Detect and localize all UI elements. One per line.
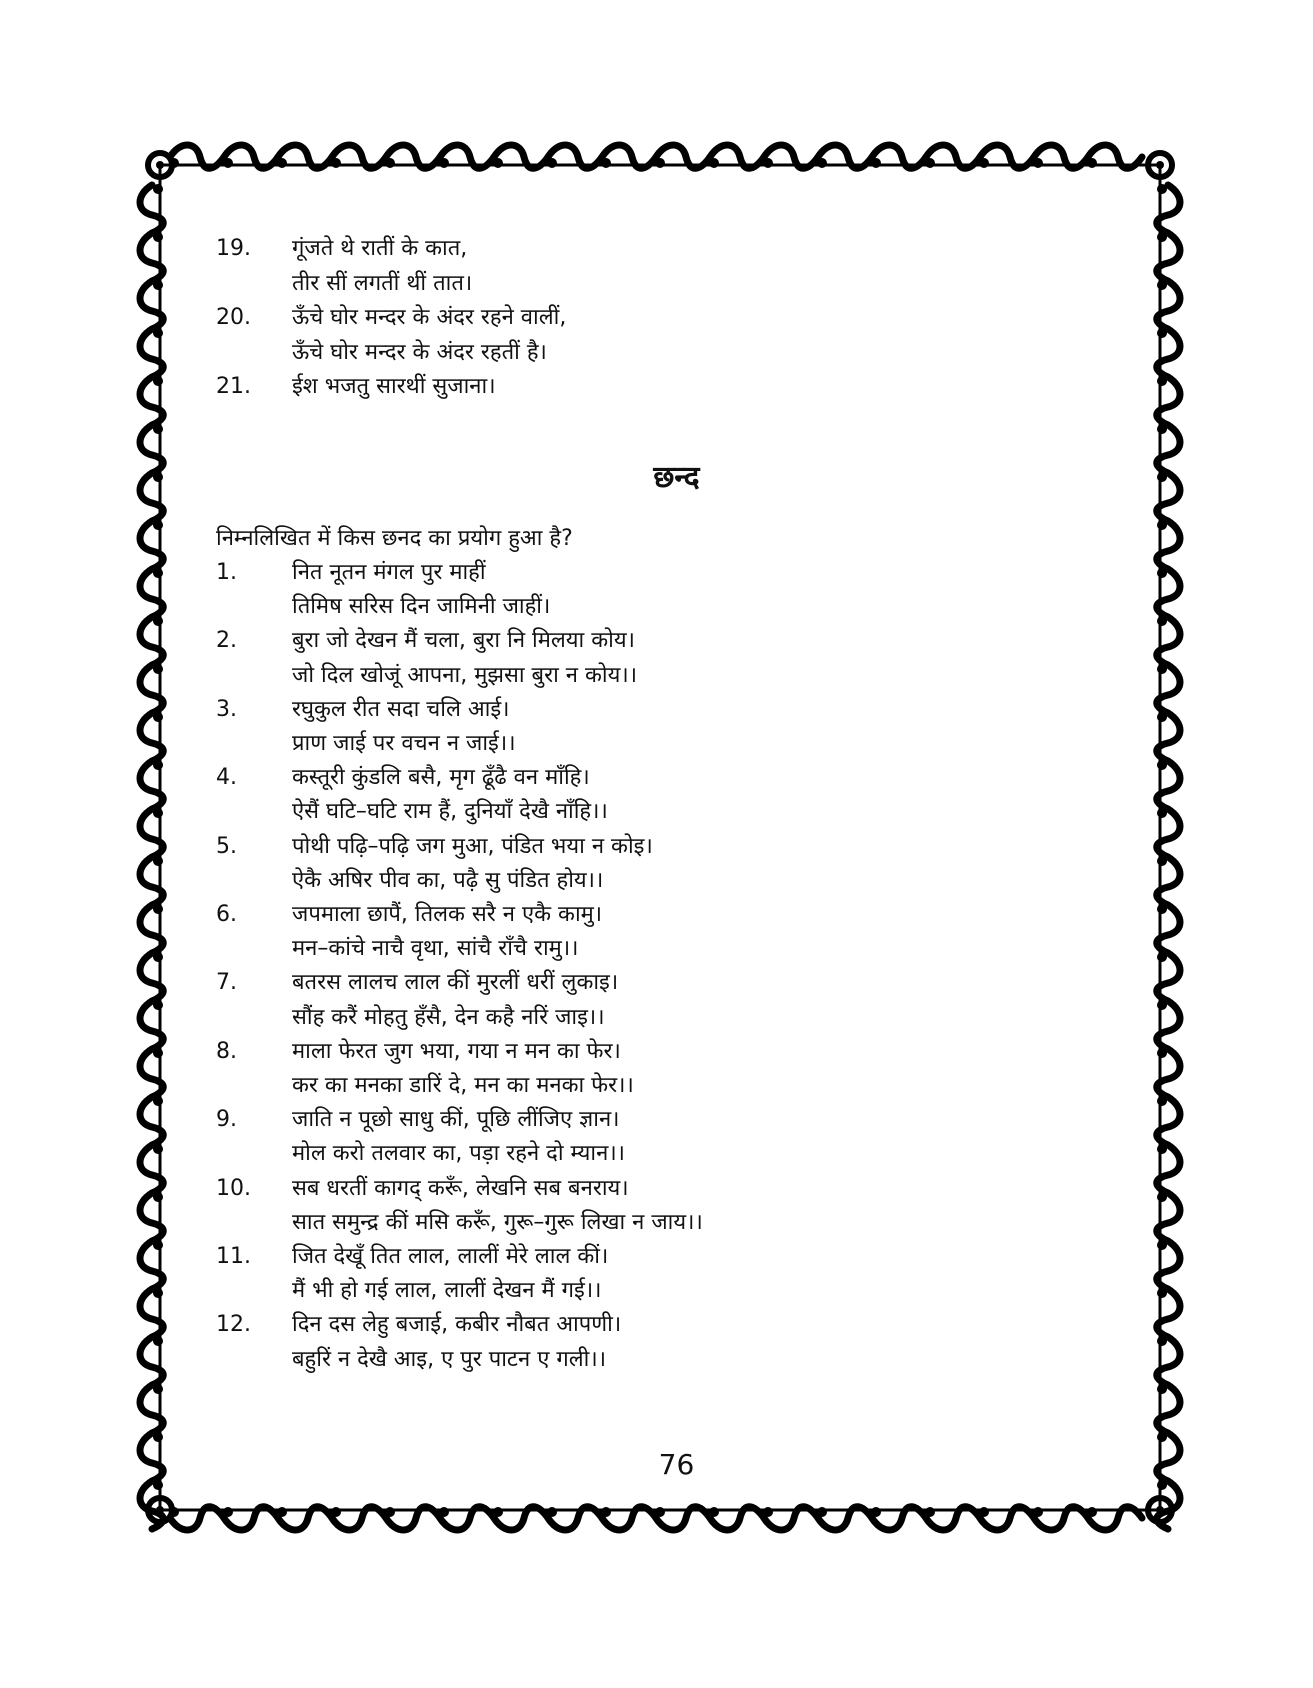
verse-line: जो दिल खोजूं आपना, मुझसा बुरा न कोय।। xyxy=(292,662,638,688)
verse-line: माला फेरत जुग भया, गया न मन का फेर। xyxy=(292,1038,621,1064)
verse-line: जाति न पूछो साधु कीं, पूछि लींजिए ज्ञान। xyxy=(292,1107,620,1133)
top-items-list xyxy=(216,232,1116,405)
item-number: 10. xyxy=(216,1175,251,1201)
verse-line: मोल करो तलवार का, पड़ा रहने दो म्यान।। xyxy=(292,1141,626,1167)
list-item xyxy=(216,1103,1116,1171)
verse-line: पोथी पढ़ि–पढ़ि जग मुआ, पंडित भया न कोइ। xyxy=(292,833,653,859)
verse-line: बहुरिं न देखै आइ, ए पुर पाटन ए गली।। xyxy=(292,1346,607,1372)
item-verse xyxy=(292,966,1116,1034)
verse-line: तिमिष सरिस दिन जामिनी जाहीं। xyxy=(292,594,551,620)
verse-line: कर का मनका डारिं दे, मन का मनका फेर।। xyxy=(292,1073,634,1099)
verse-line: गूंजते थे रातीं के कात, xyxy=(292,236,468,261)
verse-line: बतरस लालच लाल कीं मुरलीं धरीं लुकाइ। xyxy=(292,970,619,996)
item-number: 20. xyxy=(216,305,251,330)
item-verse xyxy=(292,1308,1116,1376)
list-item xyxy=(216,966,1116,1034)
list-item xyxy=(216,898,1116,966)
item-verse xyxy=(292,624,1116,692)
item-verse xyxy=(292,1240,1116,1308)
verse-line: ऊँचे घोर मन्दर के अंदर रहने वालीं, xyxy=(292,305,567,330)
verse-line: बुरा जो देखन मैं चला, बुरा नि मिलया कोय। xyxy=(292,628,635,654)
page-number: 76 xyxy=(658,1448,695,1481)
item-number: 5. xyxy=(216,833,237,859)
verse-line: ऊँचे घोर मन्दर के अंदर रहतीं है। xyxy=(292,339,547,365)
question-text: निम्नलिखित में किस छनद का प्रयोग हुआ है? xyxy=(216,526,573,551)
verse-line: तीर सीं लगतीं थीं तात। xyxy=(292,270,473,296)
item-verse xyxy=(292,761,1116,829)
item-number: 3. xyxy=(216,696,237,722)
verse-line: कस्तूरी कुंडलि बसै, मृग ढूँढै वन माँहि। xyxy=(292,765,590,791)
verse-line: मन–कांचे नाचै वृथा, सांचै राँचै रामु।। xyxy=(292,936,579,962)
item-number: 4. xyxy=(216,765,237,791)
verse-items-list xyxy=(216,556,1116,1377)
item-verse xyxy=(292,301,1116,370)
list-item xyxy=(216,693,1116,761)
verse-line: ऐकै अषिर पीव का, पढ़ै सु पंडित होय।। xyxy=(292,867,604,893)
verse-line: सौंह करैं मोहतु हँसै, देन कहै नरिं जाइ।। xyxy=(292,1004,605,1030)
list-item xyxy=(216,1308,1116,1376)
item-verse xyxy=(292,1103,1116,1171)
item-number: 1. xyxy=(216,560,237,585)
item-number: 19. xyxy=(216,236,251,261)
verse-line: रघुकुल रीत सदा चलि आई। xyxy=(292,696,510,722)
item-verse xyxy=(292,232,1116,301)
verse-line: जित देखूँ तित लाल, लालीं मेरे लाल कीं। xyxy=(292,1244,609,1270)
verse-line: ऐसैं घटि–घटि राम हैं, दुनियाँ देखै नाँहि।। xyxy=(292,799,608,825)
list-item xyxy=(216,761,1116,829)
verse-line: दिन दस लेहु बजाई, कबीर नौबत आपणी। xyxy=(292,1312,622,1338)
item-number: 11. xyxy=(216,1244,251,1270)
item-verse xyxy=(292,370,1116,405)
list-item xyxy=(216,1172,1116,1240)
item-number: 8. xyxy=(216,1038,237,1064)
item-verse xyxy=(292,556,1116,624)
item-verse xyxy=(292,898,1116,966)
verse-line: सब धरतीं कागद् करूँ, लेखनि सब बनराय। xyxy=(292,1175,629,1201)
list-item xyxy=(216,370,1116,405)
item-verse xyxy=(292,1035,1116,1103)
item-verse xyxy=(292,693,1116,761)
item-number: 2. xyxy=(216,628,237,654)
item-verse xyxy=(292,830,1116,898)
verse-line: प्राण जाई पर वचन न जाई।। xyxy=(292,731,516,757)
list-item xyxy=(216,301,1116,370)
list-item xyxy=(216,556,1116,624)
list-item xyxy=(216,624,1116,692)
item-number: 21. xyxy=(216,374,251,399)
section-heading: छन्द xyxy=(653,460,700,495)
item-number: 9. xyxy=(216,1107,237,1133)
item-number: 6. xyxy=(216,902,237,928)
list-item xyxy=(216,830,1116,898)
verse-line: ईश भजतु सारथीं सुजाना। xyxy=(292,374,496,399)
verse-line: सात समुन्द्र कीं मसि करूँ, गुरू–गुरू लिखा न जाय।। xyxy=(292,1209,703,1235)
verse-line: जपमाला छापैं, तिलक सरै न एकै कामु। xyxy=(292,902,603,928)
item-number: 7. xyxy=(216,970,237,996)
verse-line: नित नूतन मंगल पुर माहीं xyxy=(292,560,486,585)
list-item xyxy=(216,1035,1116,1103)
list-item xyxy=(216,232,1116,301)
verse-line: मैं भी हो गई लाल, लालीं देखन मैं गई।। xyxy=(292,1278,602,1304)
item-number: 12. xyxy=(216,1312,251,1338)
list-item xyxy=(216,1240,1116,1308)
item-verse xyxy=(292,1172,1116,1240)
